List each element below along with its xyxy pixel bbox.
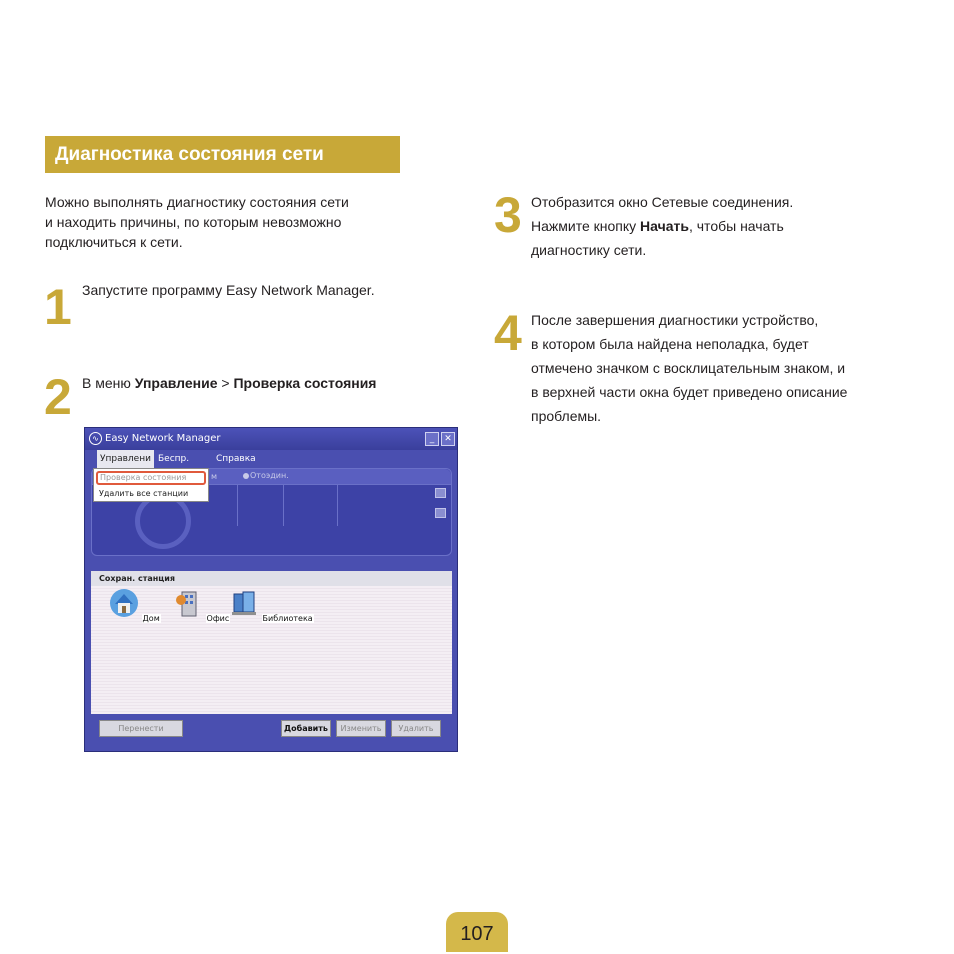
- station-label: Офис: [206, 614, 230, 623]
- station-office[interactable]: [173, 588, 230, 623]
- home-icon: [109, 588, 139, 618]
- step-1-number: 1: [44, 279, 70, 335]
- scroll-down-icon[interactable]: [435, 508, 446, 518]
- office-icon: [173, 588, 203, 618]
- radio-icon[interactable]: [243, 473, 249, 479]
- station-label: Библиотека: [262, 614, 313, 623]
- step-4-text: [531, 308, 847, 428]
- step-3-line2-pre: Нажмите кнопку: [531, 218, 641, 234]
- step-4-line: проблемы.: [531, 408, 602, 424]
- step-3-line: диагностику сети.: [531, 242, 647, 258]
- step-2-separator: >: [217, 375, 234, 391]
- library-icon: [229, 588, 259, 618]
- menu-manage[interactable]: Управлени: [97, 450, 154, 468]
- step-4-line: отмечено значком с восклицательным знаком, и: [531, 360, 846, 376]
- step-1-text: [82, 278, 375, 302]
- scroll-up-icon[interactable]: [435, 488, 446, 498]
- manage-dropdown-menu: [93, 468, 209, 502]
- step-3-number: 3: [494, 187, 520, 243]
- close-icon[interactable]: ✕: [441, 432, 455, 446]
- station-library[interactable]: [229, 588, 314, 623]
- step-4-line: в котором была найдена неполадка, будет: [531, 336, 809, 352]
- add-button[interactable]: Добавить: [281, 720, 331, 737]
- column-divider: [337, 484, 338, 526]
- page-number: 107: [446, 912, 508, 952]
- step-1-line: Запустите программу Easy Network Manager.: [82, 282, 375, 298]
- easy-network-manager-window: [84, 427, 458, 752]
- station-home[interactable]: [109, 588, 161, 623]
- step-2-number: 2: [44, 369, 70, 425]
- step-2-prefix: В меню: [82, 375, 135, 391]
- menu-bar: [85, 450, 457, 468]
- saved-stations-header: Сохран. станция: [91, 571, 452, 586]
- window-title-bar: [85, 428, 457, 450]
- menu-wireless[interactable]: Беспр.: [158, 454, 190, 464]
- step-2-text: [82, 371, 376, 395]
- menu-item-check-status[interactable]: Проверка состояния: [96, 471, 206, 485]
- step-3-line2-post: , чтобы начать: [688, 218, 784, 234]
- edit-button[interactable]: Изменить: [336, 720, 386, 737]
- section-title: Диагностика состояния сети: [45, 136, 400, 173]
- intro-line: Можно выполнять диагностику состояния сети: [45, 194, 349, 210]
- move-button[interactable]: Перенести: [99, 720, 183, 737]
- app-logo-icon: ∿: [89, 432, 102, 445]
- step-4-number: 4: [494, 305, 520, 361]
- station-label: Дом: [142, 614, 160, 623]
- step-2-command: Проверка состояния: [233, 375, 377, 391]
- window-title: Easy Network Manager: [105, 433, 221, 444]
- menu-item-delete-all[interactable]: Удалить все станции: [99, 489, 189, 498]
- step-3-start-label: Начать: [640, 218, 689, 234]
- partial-column-label: м: [211, 472, 218, 481]
- column-divider: [237, 484, 238, 526]
- step-2-menu: Управление: [134, 375, 218, 391]
- delete-button[interactable]: Удалить: [391, 720, 441, 737]
- step-4-line: После завершения диагностики устройство,: [531, 312, 819, 328]
- radio-label: Отоэдин.: [250, 471, 289, 480]
- minimize-icon[interactable]: _: [425, 432, 439, 446]
- step-4-line: в верхней части окна будет приведено описание: [531, 384, 848, 400]
- intro-text: [45, 192, 405, 252]
- step-3-text: [531, 190, 793, 262]
- step-3-line: Отобразится окно Сетевые соединения.: [531, 194, 794, 210]
- column-divider: [283, 484, 284, 526]
- intro-line: подключиться к сети.: [45, 234, 183, 250]
- menu-help[interactable]: Справка: [216, 454, 256, 464]
- intro-line: и находить причины, по которым невозможно: [45, 214, 342, 230]
